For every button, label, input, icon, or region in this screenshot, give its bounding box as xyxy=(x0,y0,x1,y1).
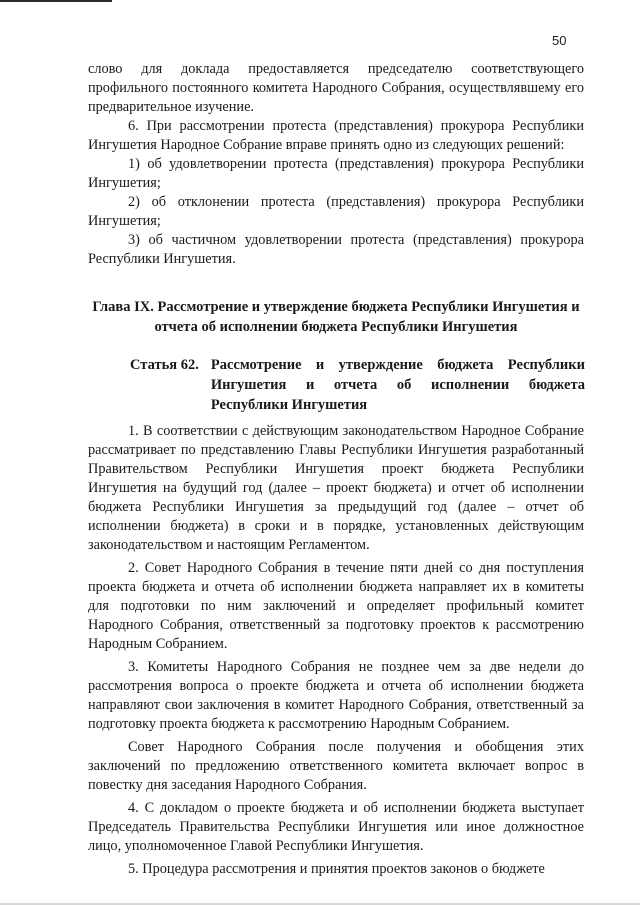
paragraph-subitem-1: 1) об удовлетворении протеста (представления) прокурора Республики Ингушетия; xyxy=(88,156,584,191)
article-number: Статья 62. xyxy=(130,357,199,373)
paragraph-subitem-3: 3) об частичном удовлетворении протеста (представления) прокурора Республики Ингушетия. xyxy=(88,232,584,267)
article-heading xyxy=(130,355,585,415)
paragraph-continuation: слово для доклада предоставляется председателю соответствующего профильного постоянного комитета Народного Собрания, осуществлявшему его предварительное изучение. xyxy=(88,61,584,115)
chapter-heading: Глава IX. Рассмотрение и утверждение бюджета Республики Ингушетия и отчета об исполнении бюджета Республики Ингушетия xyxy=(92,299,580,335)
top-section xyxy=(88,60,584,269)
page-number: 50 xyxy=(552,33,567,48)
paragraph-article-4: 4. С докладом о проекте бюджета и об исполнении бюджета выступает Председатель Правительства Республики Ингушетия или иное должностное лицо, уполномоченное Главой Республики Ингушетия. xyxy=(88,800,584,854)
paragraph-article-5: 5. Процедура рассмотрения и принятия проектов законов о бюджете xyxy=(128,861,545,877)
top-rule xyxy=(0,0,112,2)
paragraph-item-6: 6. При рассмотрении протеста (представления) прокурора Республики Ингушетия Народное Собрание вправе принять одно из следующих решений: xyxy=(88,118,584,153)
paragraph-subitem-2: 2) об отклонении протеста (представления) прокурора Республики Ингушетия; xyxy=(88,194,584,229)
article-title: Рассмотрение и утверждение бюджета Республики Ингушетия и отчета об исполнении бюджета Республики Ингушетия xyxy=(210,357,585,413)
paragraph-article-3b: Совет Народного Собрания после получения и обобщения этих заключений по предложению ответственного комитета включает вопрос в повестку дня заседания Народного Собрания. xyxy=(88,739,584,793)
article-body xyxy=(88,422,584,879)
paragraph-article-1: 1. В соответствии с действующим законодательством Народное Собрание рассматривает по представлению Главы Республики Ингушетия разработанный Правительством Республики Ингушетия проект бюджета Республики Ингушетия на будущий год (далее – проект бюджета) и отчет об исполнении бюджета Республики Ингушетия за предыдущий год (далее – отчет об исполнении бюджета) в сроки и в порядке, установленных действующим законодательством и настоящим Регламентом. xyxy=(88,423,584,553)
paragraph-article-3: 3. Комитеты Народного Собрания не позднее чем за две недели до рассмотрения вопроса о проекте бюджета и отчета об исполнении бюджета направляют свои заключения в комитет Народного Собрания, ответственный за подготовку проекта бюджета к рассмотрению Народным Собранием. xyxy=(88,659,584,732)
paragraph-article-2: 2. Совет Народного Собрания в течение пяти дней со дня поступления проекта бюджета и отчета об исполнении бюджета направляет их в комитеты для подготовки по ним заключений и определяет профильный комитет Народного Собрания, ответственный за подготовку проектов к рассмотрению Народным Собранием. xyxy=(88,560,584,652)
